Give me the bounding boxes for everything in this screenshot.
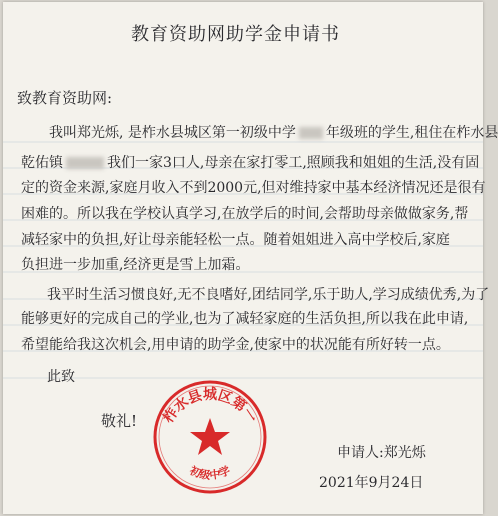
- body-line-4: 困难的。所以我在学校认真学习,在放学后的时间,会帮助母亲做做家务,帮: [21, 206, 469, 222]
- body-line-5: 减轻家中的负担,好让母亲能轻松一点。随着姐姐进入高中学校后,家庭: [21, 232, 450, 248]
- body-line-9: 希望能给我这次机会,用申请的助学金,使家中的状况能有所好转一点。: [21, 337, 450, 353]
- redacted-address: [66, 157, 104, 169]
- seal-text: 柞水县城区第一: [160, 387, 260, 427]
- body-line-2-text: 乾佑镇: [21, 155, 63, 171]
- body-line-3: 定的资金来源,家庭月收入不到2000元,但对维持家中基本经济情况还是很有: [21, 180, 486, 196]
- closing-regards: 敬礼!: [101, 412, 138, 430]
- body-line-1-text: 我叫郑光烁, 是柞水县城区第一初级中学: [49, 125, 296, 141]
- document-title: 教育资助网助学金申请书: [131, 24, 340, 45]
- body-line-6: 负担进一步加重,经济更是雪上加霜。: [21, 257, 250, 273]
- body-line-2-tail: 我们一家3口人,母亲在家打零工,照顾我和姐姐的生活,没有固: [107, 155, 480, 171]
- body-line-1-grade: 年级: [325, 125, 354, 141]
- body-line-8: 能够更好的完成自己的学业,也为了减轻家庭的生活负担,所以我在此申请,: [21, 311, 469, 327]
- document-page: [3, 2, 498, 514]
- body-line-10: 此致: [47, 369, 75, 385]
- body-line-2: [21, 152, 479, 172]
- seal-bottom-text: 初级中学: [187, 463, 233, 483]
- body-line-1: [49, 122, 498, 142]
- body-line-1-end: 班的学生,租住在柞水县: [353, 125, 498, 141]
- document-date: 2021年9月24日: [319, 475, 424, 491]
- applicant-signature: 申请人:郑光烁: [337, 445, 426, 461]
- salutation: 致教育资助网:: [17, 89, 113, 107]
- redacted-grade: [299, 127, 323, 139]
- body-line-7: 我平时生活习惯良好,无不良嗜好,团结同学,乐于助人,学习成绩优秀,为了: [47, 287, 490, 303]
